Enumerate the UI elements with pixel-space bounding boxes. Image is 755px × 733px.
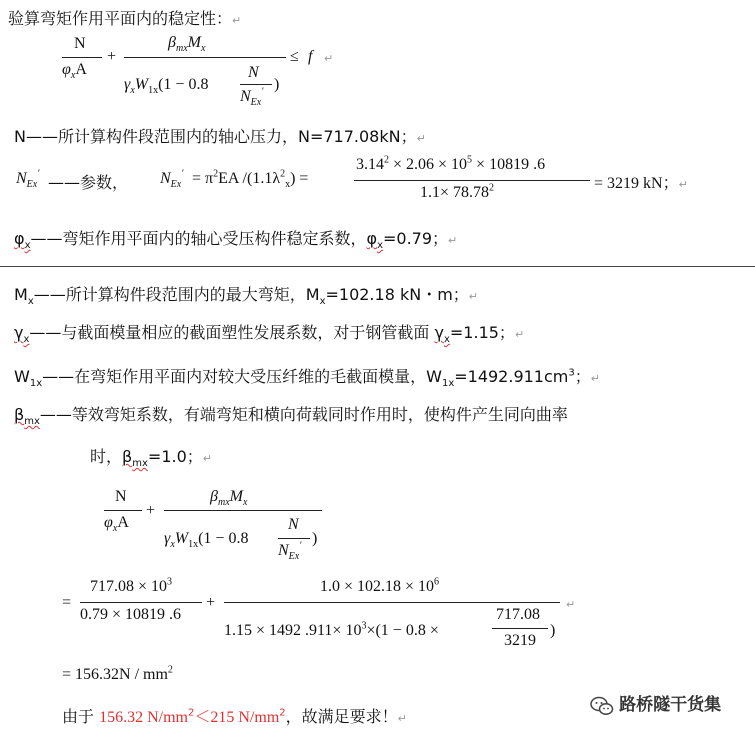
f3-eq: = (62, 594, 72, 611)
f3-b-line (224, 602, 560, 603)
f3-b-den: 1.15 × 1492 $.911\times 10^3\times(1 - 0.8$ × (224, 620, 439, 639)
nex-frac-num: $3.14^2 \times 2.06 \times 10^5 \times 10819$ .6 (356, 154, 546, 173)
line-beta: $\beta_{mx}——$等效弯矩系数，有端弯矩和横向荷载同时作用时，使构件产生同向曲率 (14, 405, 568, 428)
f2-plus: + (146, 502, 156, 519)
f2-inner-num: N (288, 516, 299, 533)
f1-f: f (308, 48, 313, 65)
f3-close: ) (550, 622, 556, 639)
nex-symbol2: $N_{Ex}'$ (160, 168, 184, 191)
f1-leq: ≤ (290, 48, 299, 65)
line-moment: $M_x——$所计算构件段范围内的最大弯矩，$M_x=102.18$ kN・m；↵ (14, 285, 479, 308)
page-divider (0, 266, 755, 267)
nex-result: = 3219 kN；↵ (594, 175, 688, 192)
conclusion: 由于 156.32 $N/mm^2<215$ $N/mm^2$，故满足要求！↵ (62, 707, 407, 726)
paragraph-mark: ↵ (324, 52, 334, 65)
intro-text: 验算弯矩作用平面内的稳定性： (8, 9, 233, 28)
paragraph-mark: ↵ (232, 14, 242, 27)
formula-result: = $156.32N / mm^2$ (62, 664, 173, 683)
nex-desc: ——参数， (48, 173, 129, 192)
line-axial-force: N——所计算构件段范围内的轴心压力，N=717.08kN；↵ (14, 127, 426, 146)
f2-close: ) (312, 530, 318, 547)
line-gamma: $\gamma_x——$与截面模量相应的截面塑性发展系数，对于钢管截面 $\gamma_x=1.15$；↵ (14, 323, 525, 346)
f1-term1-num: N (74, 35, 86, 52)
f1-term1-line (62, 57, 102, 58)
wechat-icon (590, 696, 614, 716)
nex-symbol: $N_{Ex}'$ (16, 168, 40, 191)
line-beta-cont: 时，$\beta_{mx}=1.0$；↵ (90, 447, 212, 470)
line-phi: $\varphi_x——$弯矩作用平面内的轴心受压构件稳定系数，$\varphi_x=0.79$；↵ (14, 229, 458, 252)
f3-a-line (80, 602, 202, 603)
f1-close: ) (274, 76, 280, 93)
f1-inner-den: $N_{Ex}'$ (240, 86, 264, 109)
f1-term1-den: $\varphi_xA$ (62, 61, 87, 82)
f1-plus: + (107, 48, 117, 65)
paragraph-mark: ↵ (566, 598, 576, 611)
f3-a-num: $717.08 \times 10^3$ (90, 576, 173, 595)
f2-term2-den: $\gamma_xW_{1x}(1 - 0.8$ (164, 530, 249, 551)
line-modulus: $W_{1x}——$在弯矩作用平面内对较大受压纤维的毛截面模量，$W_{1x}=1492.911cm^3$；↵ (14, 367, 600, 390)
f3-b-num: $1.0 \times 102.18 \times 10^6$ (320, 576, 440, 595)
f2-term1-den: $\varphi_xA$ (104, 514, 129, 535)
nex-frac-den: $1.1\times 78.78^2$ (420, 182, 495, 201)
f1-inner-num: N (248, 64, 259, 81)
watermark-text: 路桥隧干货集 (619, 695, 722, 715)
f3-plus: + (206, 594, 216, 611)
f2-term1-num: N (115, 488, 127, 505)
f2-inner-den: $N_{Ex}'$ (278, 540, 302, 563)
intro-line (8, 6, 241, 29)
f2-term2-line (164, 510, 322, 511)
f3-c-num: 717.08 (496, 606, 540, 623)
f2-term2-num: $\beta_{mx}M_x$ (210, 488, 248, 509)
nex-formula: = $\pi^2EA$ $/(1.1\lambda^2_x)$ = (192, 168, 309, 191)
f1-term2-den: $\gamma_xW_{1x}(1 - 0.8$ (124, 76, 209, 97)
f3-c-den: 3219 (504, 632, 536, 649)
f3-a-den: 0.79 × 10819 .6 (80, 606, 182, 623)
f3-c-line (492, 628, 548, 629)
nex-frac-line (354, 180, 590, 181)
f2-inner-line (278, 538, 310, 539)
f1-inner-line (240, 84, 272, 85)
f1-term2-num: $\beta_{mx}M_x$ (168, 34, 206, 55)
watermark (590, 690, 721, 716)
f1-term2-line (124, 57, 286, 58)
f2-term1-line (104, 510, 142, 511)
